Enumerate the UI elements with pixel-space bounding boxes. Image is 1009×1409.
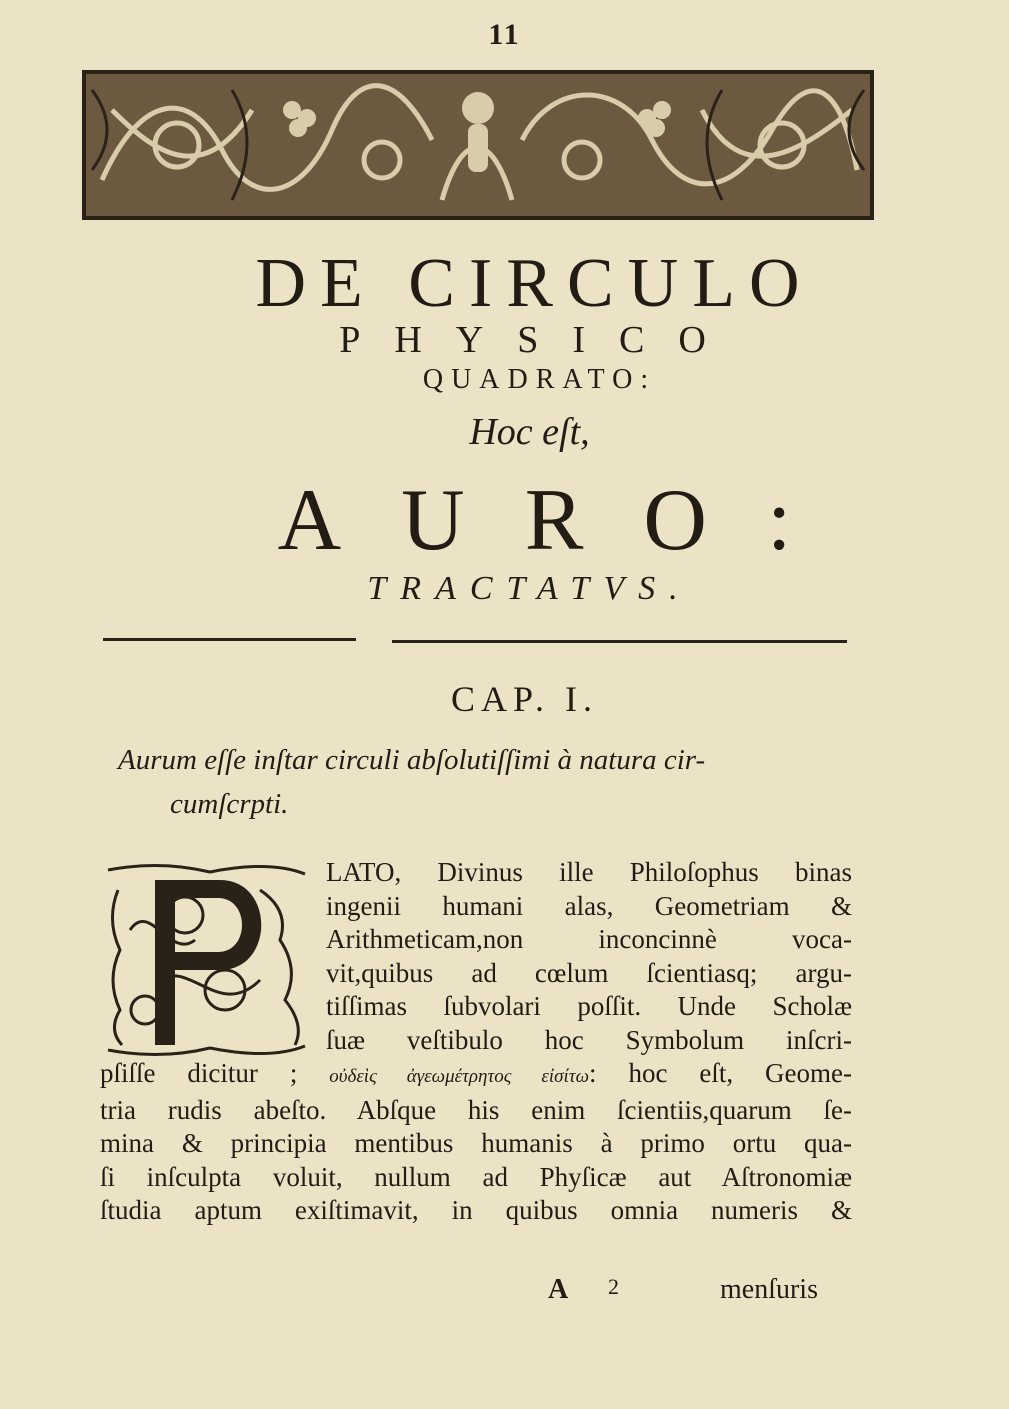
title-line-5: AURO: — [277, 472, 852, 569]
body-line-8: tria rudis abeſto. Abſque his enim ſcientiis,quarum ſe- — [100, 1094, 852, 1125]
catchword: menſuris — [720, 1274, 818, 1305]
body-line-9: mina & principia mentibus humanis à primo ortu qua- — [100, 1128, 852, 1158]
body-line-7-start: pſiſſe dicitur ; — [100, 1058, 298, 1088]
title-line-2: PHYSICO — [339, 319, 740, 361]
body-line-1: LATO, Divinus ille Philoſophus binas — [326, 857, 852, 887]
body-text — [100, 856, 852, 1228]
ornamental-headpiece-icon — [82, 70, 874, 220]
page-number: 11 — [488, 18, 521, 51]
initial-letter-text: P — [205, 1035, 207, 1036]
greek-phrase: οὐδεὶς ἀγεωμέτρητος εἰσίτω — [329, 1066, 590, 1087]
body-line-6: ſuæ veſtibulo hoc Symbolum inſcri- — [326, 1024, 852, 1055]
title-line-1: DE CIRCULO — [255, 245, 814, 322]
body-line-11: ſtudia aptum exiſtimavit, in quibus omnia numeris & — [100, 1195, 852, 1225]
body-line-5: tiſſimas ſubvolari poſſit. Unde Scholæ — [326, 991, 852, 1021]
signature-mark: A — [548, 1274, 569, 1305]
title-line-6: TRACTATVS. — [367, 570, 692, 607]
chapter-heading: CAP. I. — [450, 679, 599, 719]
summary-line-1: Aurum eſſe inſtar circuli abſolutiſſimi à natura cir- — [118, 744, 706, 776]
divider-rule-right — [392, 640, 847, 643]
title-line-4: Hoc eſt, — [469, 411, 590, 453]
body-line-7-end: : hoc eſt, Geome- — [589, 1058, 852, 1088]
body-line-2: ingenii humani alas, Geometriam & — [326, 890, 852, 921]
body-line-4: vit,quibus ad cœlum ſcientiasq; argu- — [326, 957, 852, 988]
divider-rule-left — [103, 638, 356, 641]
body-line-10: ſi inſculpta voluit, nullum ad Phyſicæ aut Aſtronomiæ — [100, 1161, 852, 1192]
body-line-3: Arithmeticam,non inconcinnè voca- — [326, 924, 852, 954]
title-line-3: QUADRATO: — [422, 364, 657, 395]
chapter-summary — [118, 738, 858, 826]
summary-line-2: cumſcrpti. — [170, 788, 289, 820]
signature-number: 2 — [608, 1274, 619, 1299]
body-line-7 — [100, 1057, 852, 1094]
